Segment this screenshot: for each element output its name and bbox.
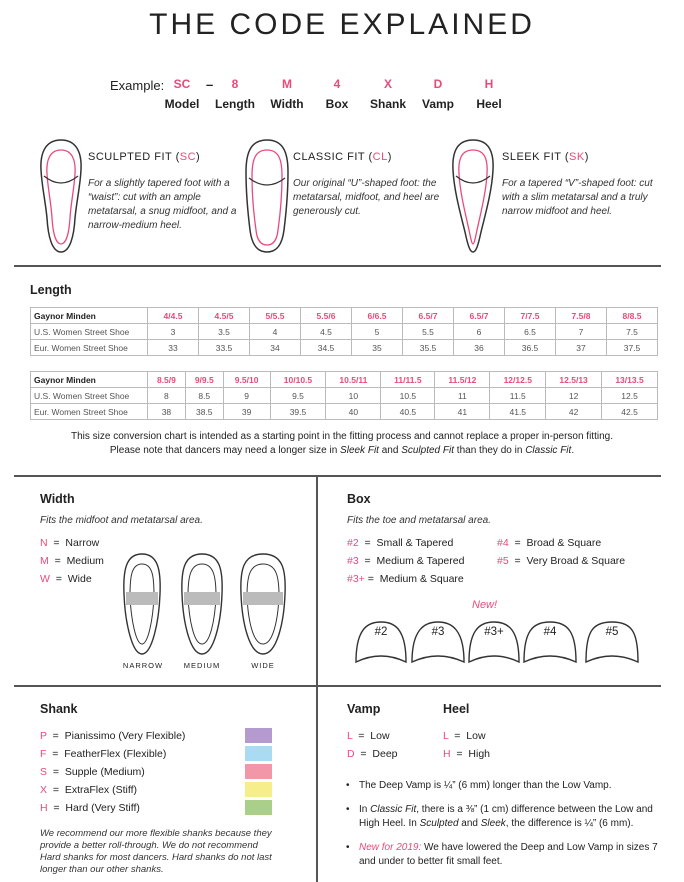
- vamp-code: L: [347, 730, 353, 742]
- box-label: Broad & Square: [526, 537, 602, 549]
- table-cell: 33.5: [199, 340, 250, 356]
- bullet-text: , the difference is ¼” (6 mm).: [505, 818, 634, 829]
- page-title: THE CODE EXPLAINED: [149, 8, 535, 41]
- box-label: Medium & Square: [379, 573, 464, 585]
- box-shape-label: #3: [431, 626, 445, 638]
- width-list: [40, 534, 104, 588]
- code-name: Vamp: [421, 97, 454, 111]
- table-cell: 6: [454, 324, 505, 340]
- shank-label: Hard (Very Stiff): [65, 802, 140, 814]
- width-item: N = Narrow: [40, 537, 100, 549]
- box-label: Small & Tapered: [376, 537, 454, 549]
- table-cell: 4.5/5: [199, 308, 250, 324]
- row-label: U.S. Women Street Shoe: [31, 388, 148, 404]
- table-cell: 6.5/7: [403, 308, 454, 324]
- table-row: [31, 372, 658, 388]
- note-text: than they do in: [454, 445, 526, 456]
- box-item: #5 = Very Broad & Square: [497, 555, 626, 567]
- shank-item: S = Supple (Medium): [40, 766, 145, 778]
- box-shape-label: #3+: [484, 626, 504, 638]
- width-code: N: [40, 537, 48, 549]
- table-cell: 12.5: [602, 388, 658, 404]
- table-cell: 4/4.5: [148, 308, 199, 324]
- box-shape-label: #4: [543, 626, 557, 638]
- fit-description: For a slightly tapered foot with a “waist”: cut with an ample metatarsal, a snug midfoot, and a narrow-medium heel.: [88, 178, 237, 231]
- table-cell: 11: [435, 388, 490, 404]
- shank-swatch: [245, 728, 272, 743]
- table-cell: 35: [352, 340, 403, 356]
- fit-close: ): [196, 151, 201, 163]
- vamp-item: L = Low: [347, 730, 390, 742]
- fit-description: For a tapered “V”-shaped foot: cut with a slim metatarsal and a truly narrow midfoot and heel.: [502, 178, 653, 217]
- code-name: Model: [164, 97, 200, 111]
- table-cell: 34: [250, 340, 301, 356]
- bullet-italic: Sleek: [480, 818, 506, 829]
- box-list-left: [347, 534, 464, 588]
- bullet-1: The Deep Vamp is ¼” (6 mm) longer than the Low Vamp.: [359, 780, 612, 791]
- vamp-code: D: [347, 748, 355, 760]
- table-row: [31, 308, 658, 324]
- table-cell: 35.5: [403, 340, 454, 356]
- table-cell: 36: [454, 340, 505, 356]
- code-value: X: [383, 77, 392, 91]
- size-table-1: [30, 307, 658, 356]
- table-cell: 7/7.5: [505, 308, 556, 324]
- table-cell: 10.5/11: [326, 372, 381, 388]
- shank-code: S: [40, 766, 48, 778]
- heel-code: H: [443, 748, 451, 760]
- box-shape-label: #2: [374, 626, 388, 638]
- code-item: [152, 77, 212, 111]
- shoe-label: WIDE: [251, 661, 275, 670]
- table-cell: 8.5: [185, 388, 223, 404]
- table-cell: 10: [326, 388, 381, 404]
- table-cell: 42.5: [602, 404, 658, 420]
- width-subtitle: Fits the midfoot and metatarsal area.: [40, 515, 203, 526]
- note-text: .: [571, 445, 575, 456]
- note-line-2: [20, 444, 664, 458]
- box-label: Medium & Tapered: [376, 555, 465, 567]
- fit-abbr: SC: [179, 151, 197, 163]
- heel-list: [443, 727, 490, 763]
- table-cell: 4: [250, 324, 301, 340]
- bullet-dot: •: [346, 804, 350, 815]
- box-item: #3+ = Medium & Square: [347, 573, 464, 585]
- medium-shoe-icon: [182, 554, 222, 654]
- table-cell: 9.5/10: [223, 372, 270, 388]
- note-italic: Sleek Fit: [340, 445, 379, 456]
- wide-shoe-icon: [241, 554, 285, 654]
- table-cell: 9/9.5: [185, 372, 223, 388]
- shank-code: X: [40, 784, 48, 796]
- table-cell: 8/8.5: [607, 308, 658, 324]
- divider: [14, 265, 661, 267]
- shank-swatch: [245, 746, 272, 761]
- fit-title: SCULPTED FIT (: [88, 151, 180, 163]
- shank-title: Shank: [40, 702, 78, 716]
- note-text: Please note that dancers may need a longer size in: [109, 445, 341, 456]
- example-label: Example:: [110, 78, 165, 93]
- box-code: #2: [347, 537, 359, 549]
- heel-title: Heel: [443, 702, 470, 716]
- width-shoes-icon: [118, 550, 298, 660]
- code-value: 4: [333, 77, 341, 91]
- table-cell: 5/5.5: [250, 308, 301, 324]
- table-cell: 37: [556, 340, 607, 356]
- fit-abbr: CL: [372, 151, 388, 163]
- table-cell: 11.5/12: [435, 372, 490, 388]
- table-cell: 42: [546, 404, 602, 420]
- heel-item: H = High: [443, 748, 491, 760]
- width-label: Wide: [67, 573, 92, 585]
- vamp-label: Deep: [372, 748, 398, 760]
- box-shape-label: #5: [605, 626, 619, 638]
- code-name: Box: [325, 97, 349, 111]
- heel-item: L = Low: [443, 730, 486, 742]
- note-line-1: This size conversion chart is intended as a starting point in the fitting process and cannot replace a proper in-person fitting.: [71, 431, 613, 442]
- table-cell: 12: [546, 388, 602, 404]
- table-cell: 10/10.5: [270, 372, 326, 388]
- box-code: #5: [497, 555, 509, 567]
- box-code: #4: [497, 537, 509, 549]
- box-code: #3: [347, 555, 359, 567]
- row-label: Gaynor Minden: [31, 308, 148, 324]
- shank-item: X = ExtraFlex (Stiff): [40, 784, 137, 796]
- code-name: Shank: [369, 97, 406, 111]
- table-cell: 39: [223, 404, 270, 420]
- table-cell: 5: [352, 324, 403, 340]
- box-item: #2 = Small & Tapered: [347, 537, 454, 549]
- shank-list: [40, 727, 185, 817]
- sleek-shoe-icon: [448, 138, 498, 256]
- bullet-text: , there is a ⅜” (1 cm) difference between the Low and High Heel. In: [359, 804, 653, 829]
- fit-title: CLASSIC FIT (: [293, 151, 373, 163]
- table-row: [31, 404, 658, 420]
- shoe-label: MEDIUM: [183, 661, 221, 670]
- table-cell: 3.5: [199, 324, 250, 340]
- vertical-divider: [316, 475, 318, 882]
- table-cell: 40: [326, 404, 381, 420]
- shank-item: F = FeatherFlex (Flexible): [40, 748, 167, 760]
- box-label: Very Broad & Square: [526, 555, 626, 567]
- box-list-right: [497, 534, 625, 570]
- shank-label: FeatherFlex (Flexible): [64, 748, 167, 760]
- shank-item: H = Hard (Very Stiff): [40, 802, 140, 814]
- table-row: [31, 388, 658, 404]
- table-cell: 4.5: [301, 324, 352, 340]
- size-table-2: [30, 371, 658, 420]
- bullet-new-label: New for 2019:: [359, 842, 422, 853]
- width-label: Narrow: [65, 537, 100, 549]
- fit-abbr: SK: [569, 151, 585, 163]
- table-cell: 40.5: [381, 404, 435, 420]
- shank-item: P = Pianissimo (Very Flexible): [40, 730, 186, 742]
- code-value: D: [433, 77, 443, 91]
- table-cell: 9.5: [270, 388, 326, 404]
- table-cell: 12/12.5: [490, 372, 546, 388]
- vamp-item: D = Deep: [347, 748, 398, 760]
- table-cell: 12.5/13: [546, 372, 602, 388]
- bullet-text: We have lowered the Deep and Low Vamp in sizes 7 and under to better fit small feet.: [359, 842, 658, 867]
- table-cell: 33: [148, 340, 199, 356]
- row-label: Eur. Women Street Shoe: [31, 340, 148, 356]
- width-title: Width: [40, 492, 75, 506]
- table-cell: 7.5/8: [556, 308, 607, 324]
- note-text: and: [378, 445, 402, 456]
- sculpted-shoe-icon: [36, 138, 86, 256]
- code-value: SC: [173, 77, 191, 91]
- bullet-dot: •: [346, 842, 350, 853]
- shank-code: F: [40, 748, 47, 760]
- divider: [14, 475, 661, 477]
- width-item: W = Wide: [40, 573, 92, 585]
- table-cell: 5.5: [403, 324, 454, 340]
- note-italic: Sculpted Fit: [401, 445, 455, 456]
- table-cell: 6.5/7: [454, 308, 505, 324]
- new-badge: New!: [472, 599, 498, 611]
- table-cell: 9: [223, 388, 270, 404]
- table-cell: 37.5: [607, 340, 658, 356]
- table-cell: 6/6.5: [352, 308, 403, 324]
- shoe-label: NARROW: [122, 661, 164, 670]
- shank-swatch: [245, 764, 272, 779]
- vamp-title: Vamp: [347, 702, 381, 716]
- row-label: Gaynor Minden: [31, 372, 148, 388]
- vamp-label: Low: [370, 730, 390, 742]
- table-cell: 3: [148, 324, 199, 340]
- table-cell: 36.5: [505, 340, 556, 356]
- fit-close: ): [387, 151, 392, 163]
- shank-label: Pianissimo (Very Flexible): [64, 730, 186, 742]
- bullet-italic: Classic Fit: [370, 804, 417, 815]
- code-name: Width: [270, 97, 304, 111]
- note-italic: Classic Fit: [525, 445, 572, 456]
- width-label: Medium: [66, 555, 104, 567]
- shank-swatch: [245, 782, 272, 797]
- table-cell: 10.5: [381, 388, 435, 404]
- row-label: Eur. Women Street Shoe: [31, 404, 148, 420]
- table-row: [31, 340, 658, 356]
- shank-swatch: [245, 800, 272, 815]
- shank-code: P: [40, 730, 47, 742]
- fit-title: SLEEK FIT (: [502, 151, 570, 163]
- box-item: #4 = Broad & Square: [497, 537, 602, 549]
- table-cell: 11.5: [490, 388, 546, 404]
- heel-label: Low: [466, 730, 486, 742]
- bullet-3: [359, 841, 659, 869]
- table-cell: 7: [556, 324, 607, 340]
- table-cell: 8.5/9: [148, 372, 186, 388]
- shank-note: We recommend our more flexible shanks because they provide a better roll-through. We do not recommend Hard shanks for most dancers. Hard shanks do not last longer than our other shanks.: [40, 828, 272, 875]
- table-cell: 5.5/6: [301, 308, 352, 324]
- table-cell: 6.5: [505, 324, 556, 340]
- heel-label: High: [468, 748, 491, 760]
- example-dash: –: [206, 77, 214, 92]
- bullet-italic: Sculpted: [419, 818, 459, 829]
- bullet-text: and: [458, 818, 481, 829]
- classic-shoe-icon: [242, 138, 292, 256]
- box-item: #3 = Medium & Tapered: [347, 555, 465, 567]
- heel-code: L: [443, 730, 449, 742]
- code-value: 8: [231, 77, 239, 91]
- table-cell: 39.5: [270, 404, 326, 420]
- table-cell: 41.5: [490, 404, 546, 420]
- width-code: W: [40, 573, 50, 585]
- table-cell: 7.5: [607, 324, 658, 340]
- code-item: [459, 77, 519, 111]
- shank-code: H: [40, 802, 48, 814]
- table-cell: 38: [148, 404, 186, 420]
- shank-label: Supple (Medium): [64, 766, 145, 778]
- length-note: [20, 430, 664, 458]
- code-name: Length: [215, 97, 255, 111]
- code-value: H: [484, 77, 494, 91]
- shank-label: ExtraFlex (Stiff): [64, 784, 137, 796]
- row-label: U.S. Women Street Shoe: [31, 324, 148, 340]
- code-value: M: [282, 77, 292, 91]
- divider: [14, 685, 661, 687]
- code-name: Heel: [476, 97, 502, 111]
- fit-close: ): [584, 151, 589, 163]
- code-item: [205, 77, 265, 111]
- table-cell: 11/11.5: [381, 372, 435, 388]
- width-code: M: [40, 555, 49, 567]
- length-title: Length: [30, 283, 72, 297]
- table-row: [31, 324, 658, 340]
- bullet-dot: •: [346, 780, 350, 791]
- table-cell: 41: [435, 404, 490, 420]
- table-cell: 34.5: [301, 340, 352, 356]
- width-item: M = Medium: [40, 555, 104, 567]
- table-cell: 8: [148, 388, 186, 404]
- vamp-list: [347, 727, 398, 763]
- narrow-shoe-icon: [124, 554, 160, 654]
- box-subtitle: Fits the toe and metatarsal area.: [347, 515, 491, 526]
- bullet-text: In: [359, 804, 371, 815]
- table-cell: 38.5: [185, 404, 223, 420]
- box-title: Box: [347, 492, 371, 506]
- fit-description: Our original “U”-shaped foot: the metatarsal, midfoot, and heel are generously cut.: [293, 178, 440, 217]
- box-code: #3+: [347, 573, 365, 585]
- bullet-2: [359, 803, 671, 831]
- table-cell: 13/13.5: [602, 372, 658, 388]
